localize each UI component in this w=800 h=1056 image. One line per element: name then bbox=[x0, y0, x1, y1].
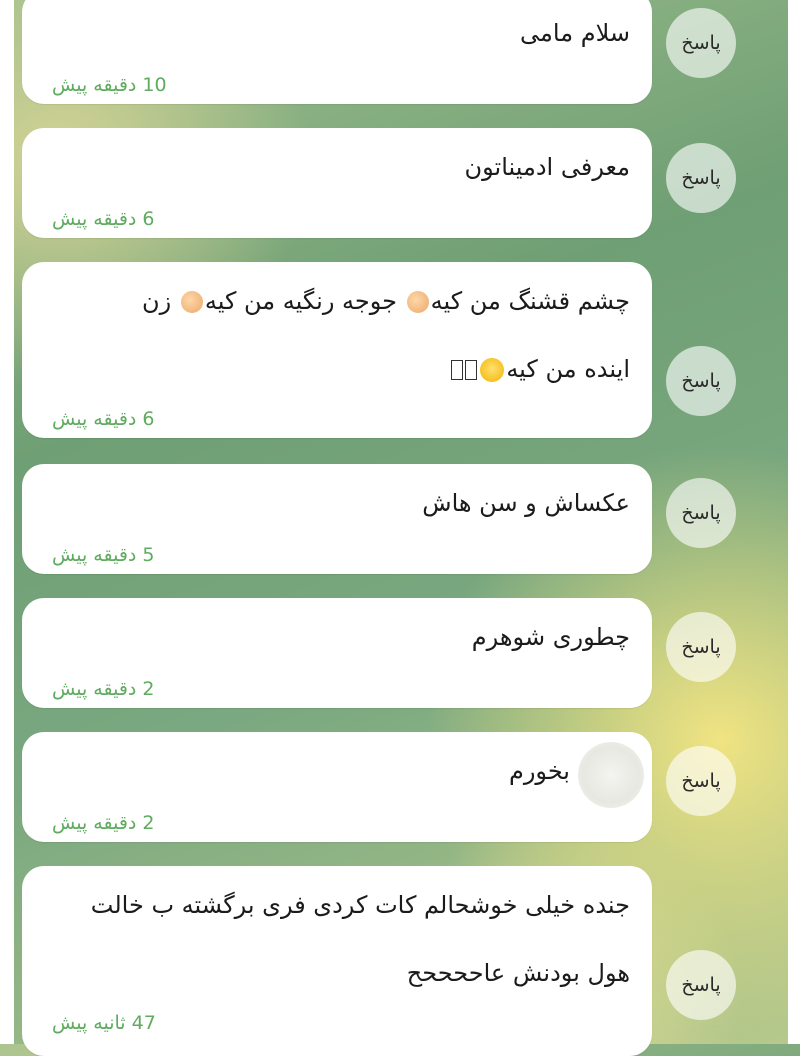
message-time: 6 دقیقه پیش bbox=[52, 408, 155, 430]
message-bubble[interactable] bbox=[22, 598, 652, 708]
message-text bbox=[52, 284, 630, 318]
missing-glyph-icon bbox=[451, 360, 463, 380]
message-bubble[interactable] bbox=[22, 464, 652, 574]
message-text-part: زن bbox=[142, 287, 172, 315]
reply-button[interactable]: پاسخ bbox=[666, 478, 736, 548]
reply-button[interactable]: پاسخ bbox=[666, 746, 736, 816]
missing-glyph-icon bbox=[465, 360, 477, 380]
message-bubble[interactable] bbox=[22, 128, 652, 238]
laughing-emoji-icon bbox=[480, 358, 504, 382]
message-text: بخورم bbox=[508, 757, 570, 785]
message-text: هول بودنش عاححححح bbox=[406, 959, 630, 987]
reply-button[interactable]: پاسخ bbox=[666, 346, 736, 416]
reply-button[interactable]: پاسخ bbox=[666, 950, 736, 1020]
message-bubble[interactable] bbox=[22, 0, 652, 104]
message-text bbox=[52, 352, 630, 386]
right-edge bbox=[788, 0, 800, 1044]
message-text: معرفی ادمیناتون bbox=[464, 153, 630, 181]
message-time: 2 دقیقه پیش bbox=[52, 678, 155, 700]
reply-button[interactable]: پاسخ bbox=[666, 612, 736, 682]
message-text-part: اینده من کیه bbox=[506, 355, 630, 383]
message-bubble[interactable] bbox=[22, 732, 652, 842]
ok-hand-emoji-icon bbox=[181, 291, 203, 313]
message-text-part: جوجه رنگیه من کیه bbox=[204, 287, 397, 315]
message-text-part: چشم قشنگ من کیه bbox=[430, 287, 630, 315]
blurred-sticker-image[interactable] bbox=[578, 742, 644, 808]
message-time: 47 ثانیه پیش bbox=[52, 1012, 156, 1034]
message-time: 10 دقیقه پیش bbox=[52, 74, 167, 96]
message-text: سلام مامی bbox=[520, 19, 630, 47]
message-bubble[interactable] bbox=[22, 866, 652, 1056]
message-text: عکساش و سن هاش bbox=[422, 489, 630, 517]
message-time: 5 دقیقه پیش bbox=[52, 544, 155, 566]
reply-button[interactable]: پاسخ bbox=[666, 143, 736, 213]
reply-button[interactable]: پاسخ bbox=[666, 8, 736, 78]
ok-hand-emoji-icon bbox=[407, 291, 429, 313]
message-text: چطوری شوهرم bbox=[471, 623, 630, 651]
message-time: 6 دقیقه پیش bbox=[52, 208, 155, 230]
message-text: جنده خیلی خوشحالم کات کردی فری برگشته ب خالت bbox=[90, 891, 630, 919]
message-bubble[interactable] bbox=[22, 262, 652, 438]
left-edge bbox=[0, 0, 14, 1044]
message-time: 2 دقیقه پیش bbox=[52, 812, 155, 834]
